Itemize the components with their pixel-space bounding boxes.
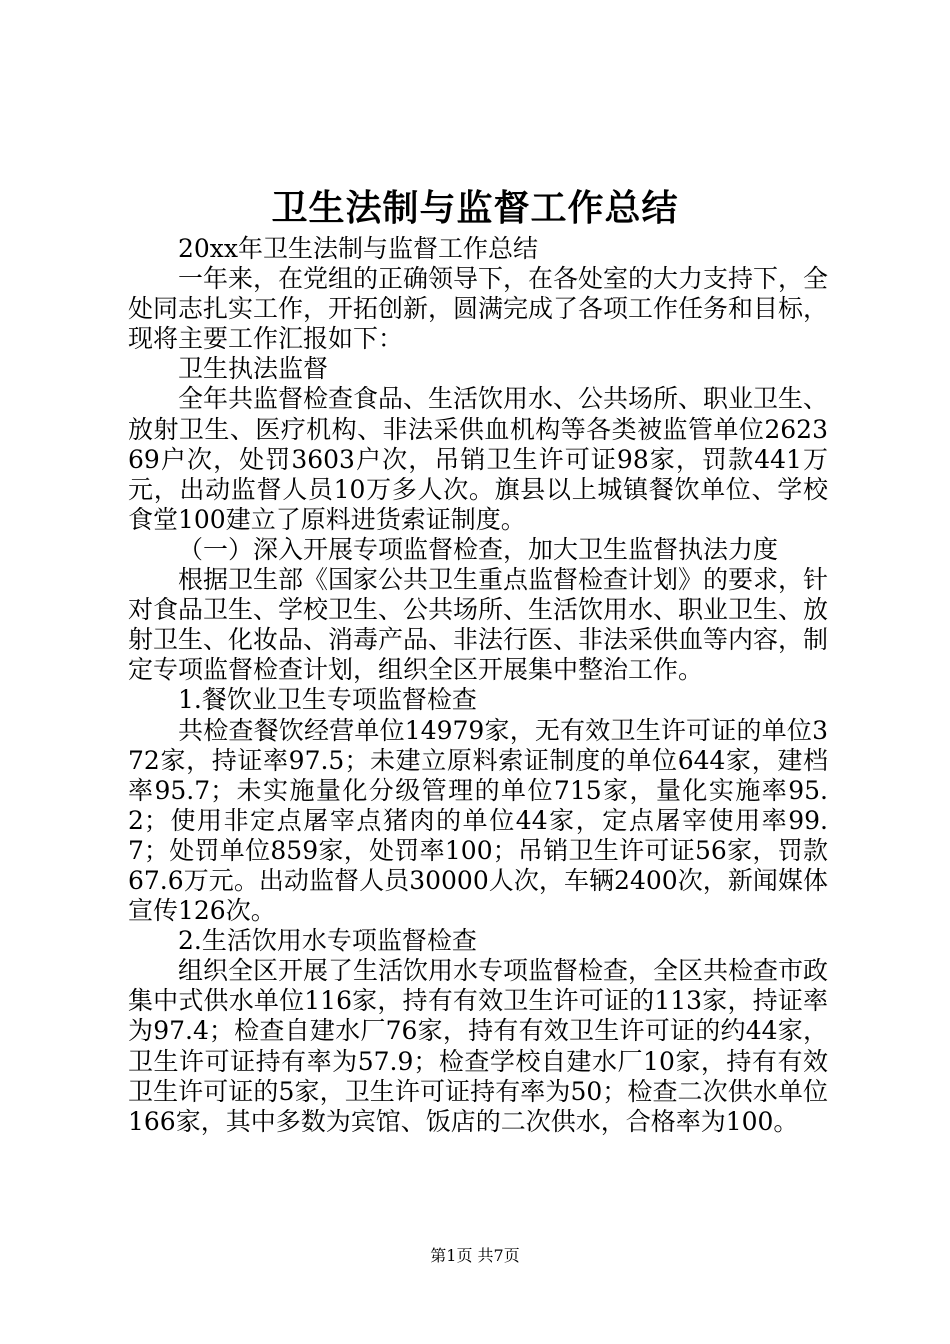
section-heading-special-inspection: （一）深入开展专项监督检查，加大卫生监督执法力度	[178, 534, 779, 564]
section-heading-catering: 1.餐饮业卫生专项监督检查	[178, 685, 477, 715]
intro-paragraph: 一年来，在党组的正确领导下，在各处室的大力支持下，全处同志扎实工作，开拓创新，圆满完成了各项工作任务和目标，现将主要工作汇报如下：	[128, 264, 829, 354]
drinking-water-paragraph: 组织全区开展了生活饮用水专项监督检查，全区共检查市政集中式供水单位116家，持有有效卫生许可证的113家，持证率为97.4；检查自建水厂76家，持有有效卫生许可证的约44家，卫生许可证持有率为57.9；检查学校自建水厂10家，持有有效卫生许可证的5家，卫生许可证持有率为50；检查二次供水单位166家，其中多数为宾馆、饭店的二次供水，合格率为100。	[128, 956, 829, 1136]
special-inspection-paragraph: 根据卫生部《国家公共卫生重点监督检查计划》的要求，针对食品卫生、学校卫生、公共场所、生活饮用水、职业卫生、放射卫生、化妆品、消毒产品、非法行医、非法采供血等内容，制定专项监督检查计划，组织全区开展集中整治工作。	[128, 565, 829, 685]
document-title: 卫生法制与监督工作总结	[271, 187, 679, 229]
document-subtitle: 20xx年卫生法制与监督工作总结	[178, 234, 539, 263]
section-heading-enforcement: 卫生执法监督	[178, 354, 329, 384]
enforcement-paragraph: 全年共监督检查食品、生活饮用水、公共场所、职业卫生、放射卫生、医疗机构、非法采供血机构等各类被监管单位262369户次，处罚3603户次，吊销卫生许可证98家，罚款441万元，出动监督人员10万多人次。旗县以上城镇餐饮单位、学校食堂100建立了原料进货索证制度。	[128, 384, 829, 534]
catering-paragraph: 共检查餐饮经营单位14979家，无有效卫生许可证的单位372家，持证率97.5；未建立原料索证制度的单位644家，建档率95.7；未实施量化分级管理的单位715家，量化实施率95.2；使用非定点屠宰点猪肉的单位44家，定点屠宰使用率99.7；处罚单位859家，处罚率100；吊销卫生许可证56家，罚款67.6万元。出动监督人员30000人次，车辆2400次，新闻媒体宣传126次。	[128, 715, 828, 926]
section-heading-drinking-water: 2.生活饮用水专项监督检查	[178, 926, 477, 956]
page-footer: 第1页 共7页	[430, 1246, 520, 1265]
document-body	[128, 234, 828, 1137]
